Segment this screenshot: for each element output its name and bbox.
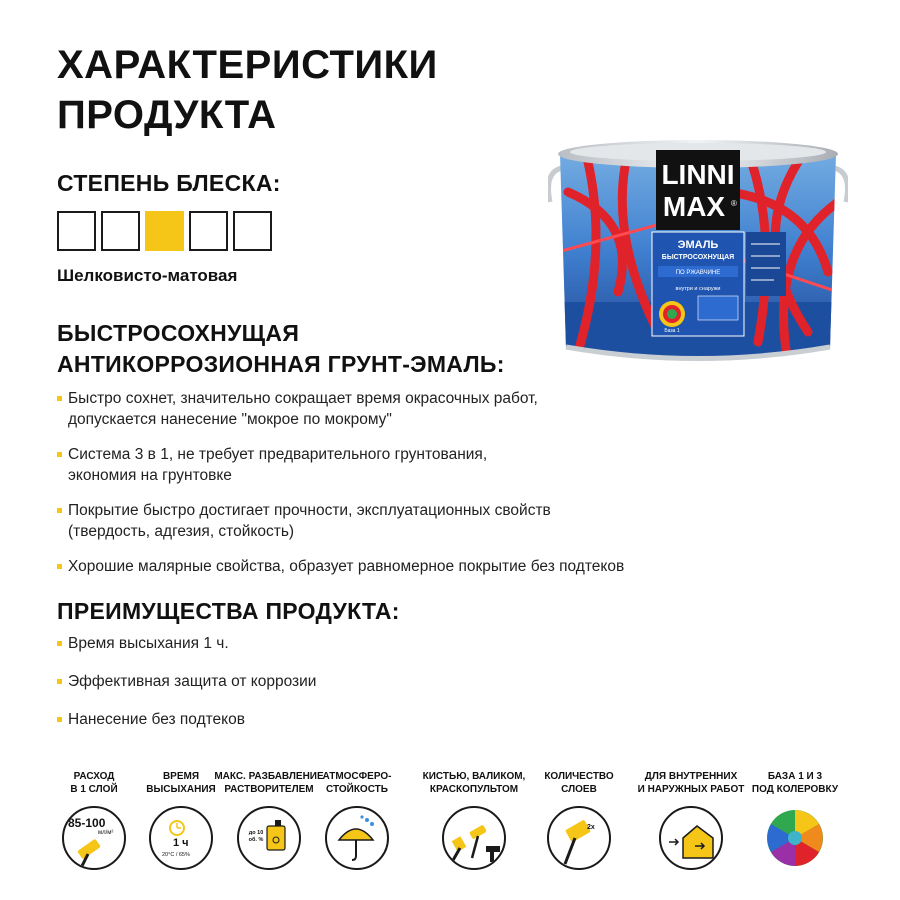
feature-value: 1 ч bbox=[173, 837, 189, 849]
feature-label-line2: РАСТВОРИТЕЛЕМ bbox=[224, 784, 314, 795]
product-base: База 1 bbox=[664, 328, 680, 334]
feature-label-line1: ДЛЯ ВНУТРЕННИХ bbox=[644, 771, 738, 782]
list-item bbox=[57, 388, 697, 430]
feature-label-line1: ВРЕМЯ bbox=[162, 771, 200, 782]
feature-label-line2: СЛОЕВ bbox=[561, 784, 597, 795]
product-tag2: внутри и снаружи bbox=[675, 286, 721, 292]
feature-circle bbox=[659, 806, 723, 870]
list-item-text: экономия на грунтовке bbox=[68, 467, 232, 484]
feature-value: 85-100 bbox=[68, 816, 106, 830]
feature-label-line1: КИСТЬЮ, ВАЛИКОМ, bbox=[422, 771, 526, 782]
feature-value: до 10 об. % bbox=[248, 830, 264, 843]
features-row bbox=[44, 770, 874, 880]
feature-value: 2x bbox=[587, 824, 595, 831]
feature-label-line2: ПОД КОЛЕРОВКУ bbox=[751, 784, 839, 795]
layers-icon bbox=[549, 808, 611, 870]
list-item: Время высыхания 1 ч. bbox=[57, 633, 697, 654]
feature-label-line1: АТМОСФЕРО- bbox=[322, 771, 392, 782]
page-title bbox=[57, 40, 438, 140]
list-item bbox=[57, 556, 697, 577]
feature-circle bbox=[325, 806, 389, 870]
gloss-level-5 bbox=[233, 211, 272, 251]
feature-label-line1: МАКС. РАЗБАВЛЕНИЕ bbox=[214, 771, 324, 782]
feature-circle bbox=[547, 806, 611, 870]
section-title-properties bbox=[57, 318, 505, 380]
product-subname: БЫСТРОСОХНУЩАЯ bbox=[661, 254, 735, 261]
umbrella-icon bbox=[327, 808, 389, 870]
section-title-advantages: ПРЕИМУЩЕСТВА ПРОДУКТА: bbox=[57, 598, 400, 624]
color-wheel-icon bbox=[763, 806, 827, 870]
section-title-line2: АНТИКОРРОЗИОННАЯ ГРУНТ-ЭМАЛЬ: bbox=[57, 351, 505, 377]
gloss-scale bbox=[57, 211, 272, 251]
house-icon bbox=[661, 808, 723, 870]
feature-coat-count bbox=[514, 770, 644, 870]
list-item-text: допускается нанесение "мокрое по мокрому" bbox=[68, 411, 392, 428]
list-item bbox=[57, 500, 697, 542]
feature-label bbox=[292, 770, 422, 798]
feature-label-line2: КРАСКОПУЛЬТОМ bbox=[429, 784, 519, 795]
list-item: Эффективная защита от коррозии bbox=[57, 671, 697, 692]
product-can-image bbox=[548, 132, 848, 372]
list-item-text: (твердость, адгезия, стойкость) bbox=[68, 523, 295, 540]
list-item-text: Хорошие малярные свойства, образует равномерное покрытие без подтеков bbox=[68, 558, 625, 575]
properties-list bbox=[57, 388, 697, 591]
feature-label-line2: В 1 СЛОЙ bbox=[70, 784, 118, 795]
feature-label-line1: БАЗА 1 И 3 bbox=[767, 771, 823, 782]
feature-label bbox=[514, 770, 644, 798]
feature-label-line2: СТОЙКОСТЬ bbox=[326, 784, 388, 795]
feature-label-line1: РАСХОД bbox=[73, 771, 115, 782]
feature-weather-resistance bbox=[292, 770, 422, 870]
gloss-level-1 bbox=[57, 211, 96, 251]
list-item-text: Покрытие быстро достигает прочности, эксплуатационных свойств bbox=[68, 502, 551, 519]
feature-label-line2: И НАРУЖНЫХ РАБОТ bbox=[637, 784, 745, 795]
advantages-list bbox=[57, 633, 697, 747]
section-title-line1: БЫСТРОСОХНУЩАЯ bbox=[57, 320, 300, 346]
list-item-text: Система 3 в 1, не требует предварительного грунтования, bbox=[68, 446, 488, 463]
gloss-level-4 bbox=[189, 211, 228, 251]
feature-circle bbox=[763, 806, 827, 870]
brand-line1: LINNI bbox=[661, 159, 735, 190]
feature-unit: мл/м² bbox=[98, 830, 114, 836]
list-item: Нанесение без подтеков bbox=[57, 709, 697, 730]
product-name: ЭМАЛЬ bbox=[677, 239, 719, 251]
gloss-level-3 bbox=[145, 211, 184, 251]
gloss-label: СТЕПЕНЬ БЛЕСКА: bbox=[57, 170, 281, 196]
feature-tinting-base bbox=[730, 770, 860, 870]
page-title-line1: ХАРАКТЕРИСТИКИ bbox=[57, 43, 438, 87]
list-item-text: Быстро сохнет, значительно сокращает время окрасочных работ, bbox=[68, 390, 538, 407]
gloss-level-2 bbox=[101, 211, 140, 251]
list-item bbox=[57, 444, 697, 486]
feature-label bbox=[730, 770, 860, 798]
tools-icon bbox=[444, 808, 506, 870]
paint-can-illustration bbox=[548, 132, 848, 372]
brand-registered: ® bbox=[731, 199, 737, 208]
product-tag1: ПО РЖАВЧИНЕ bbox=[675, 270, 721, 276]
brand-line2: MAX bbox=[662, 191, 726, 222]
feature-label-line1: КОЛИЧЕСТВО bbox=[544, 771, 614, 782]
feature-unit: 20°C / 65% bbox=[162, 852, 190, 858]
page-title-line2: ПРОДУКТА bbox=[57, 93, 277, 137]
feature-circle bbox=[442, 806, 506, 870]
feature-label-line2: ВЫСЫХАНИЯ bbox=[146, 784, 216, 795]
gloss-value: Шелковисто-матовая bbox=[57, 266, 238, 285]
